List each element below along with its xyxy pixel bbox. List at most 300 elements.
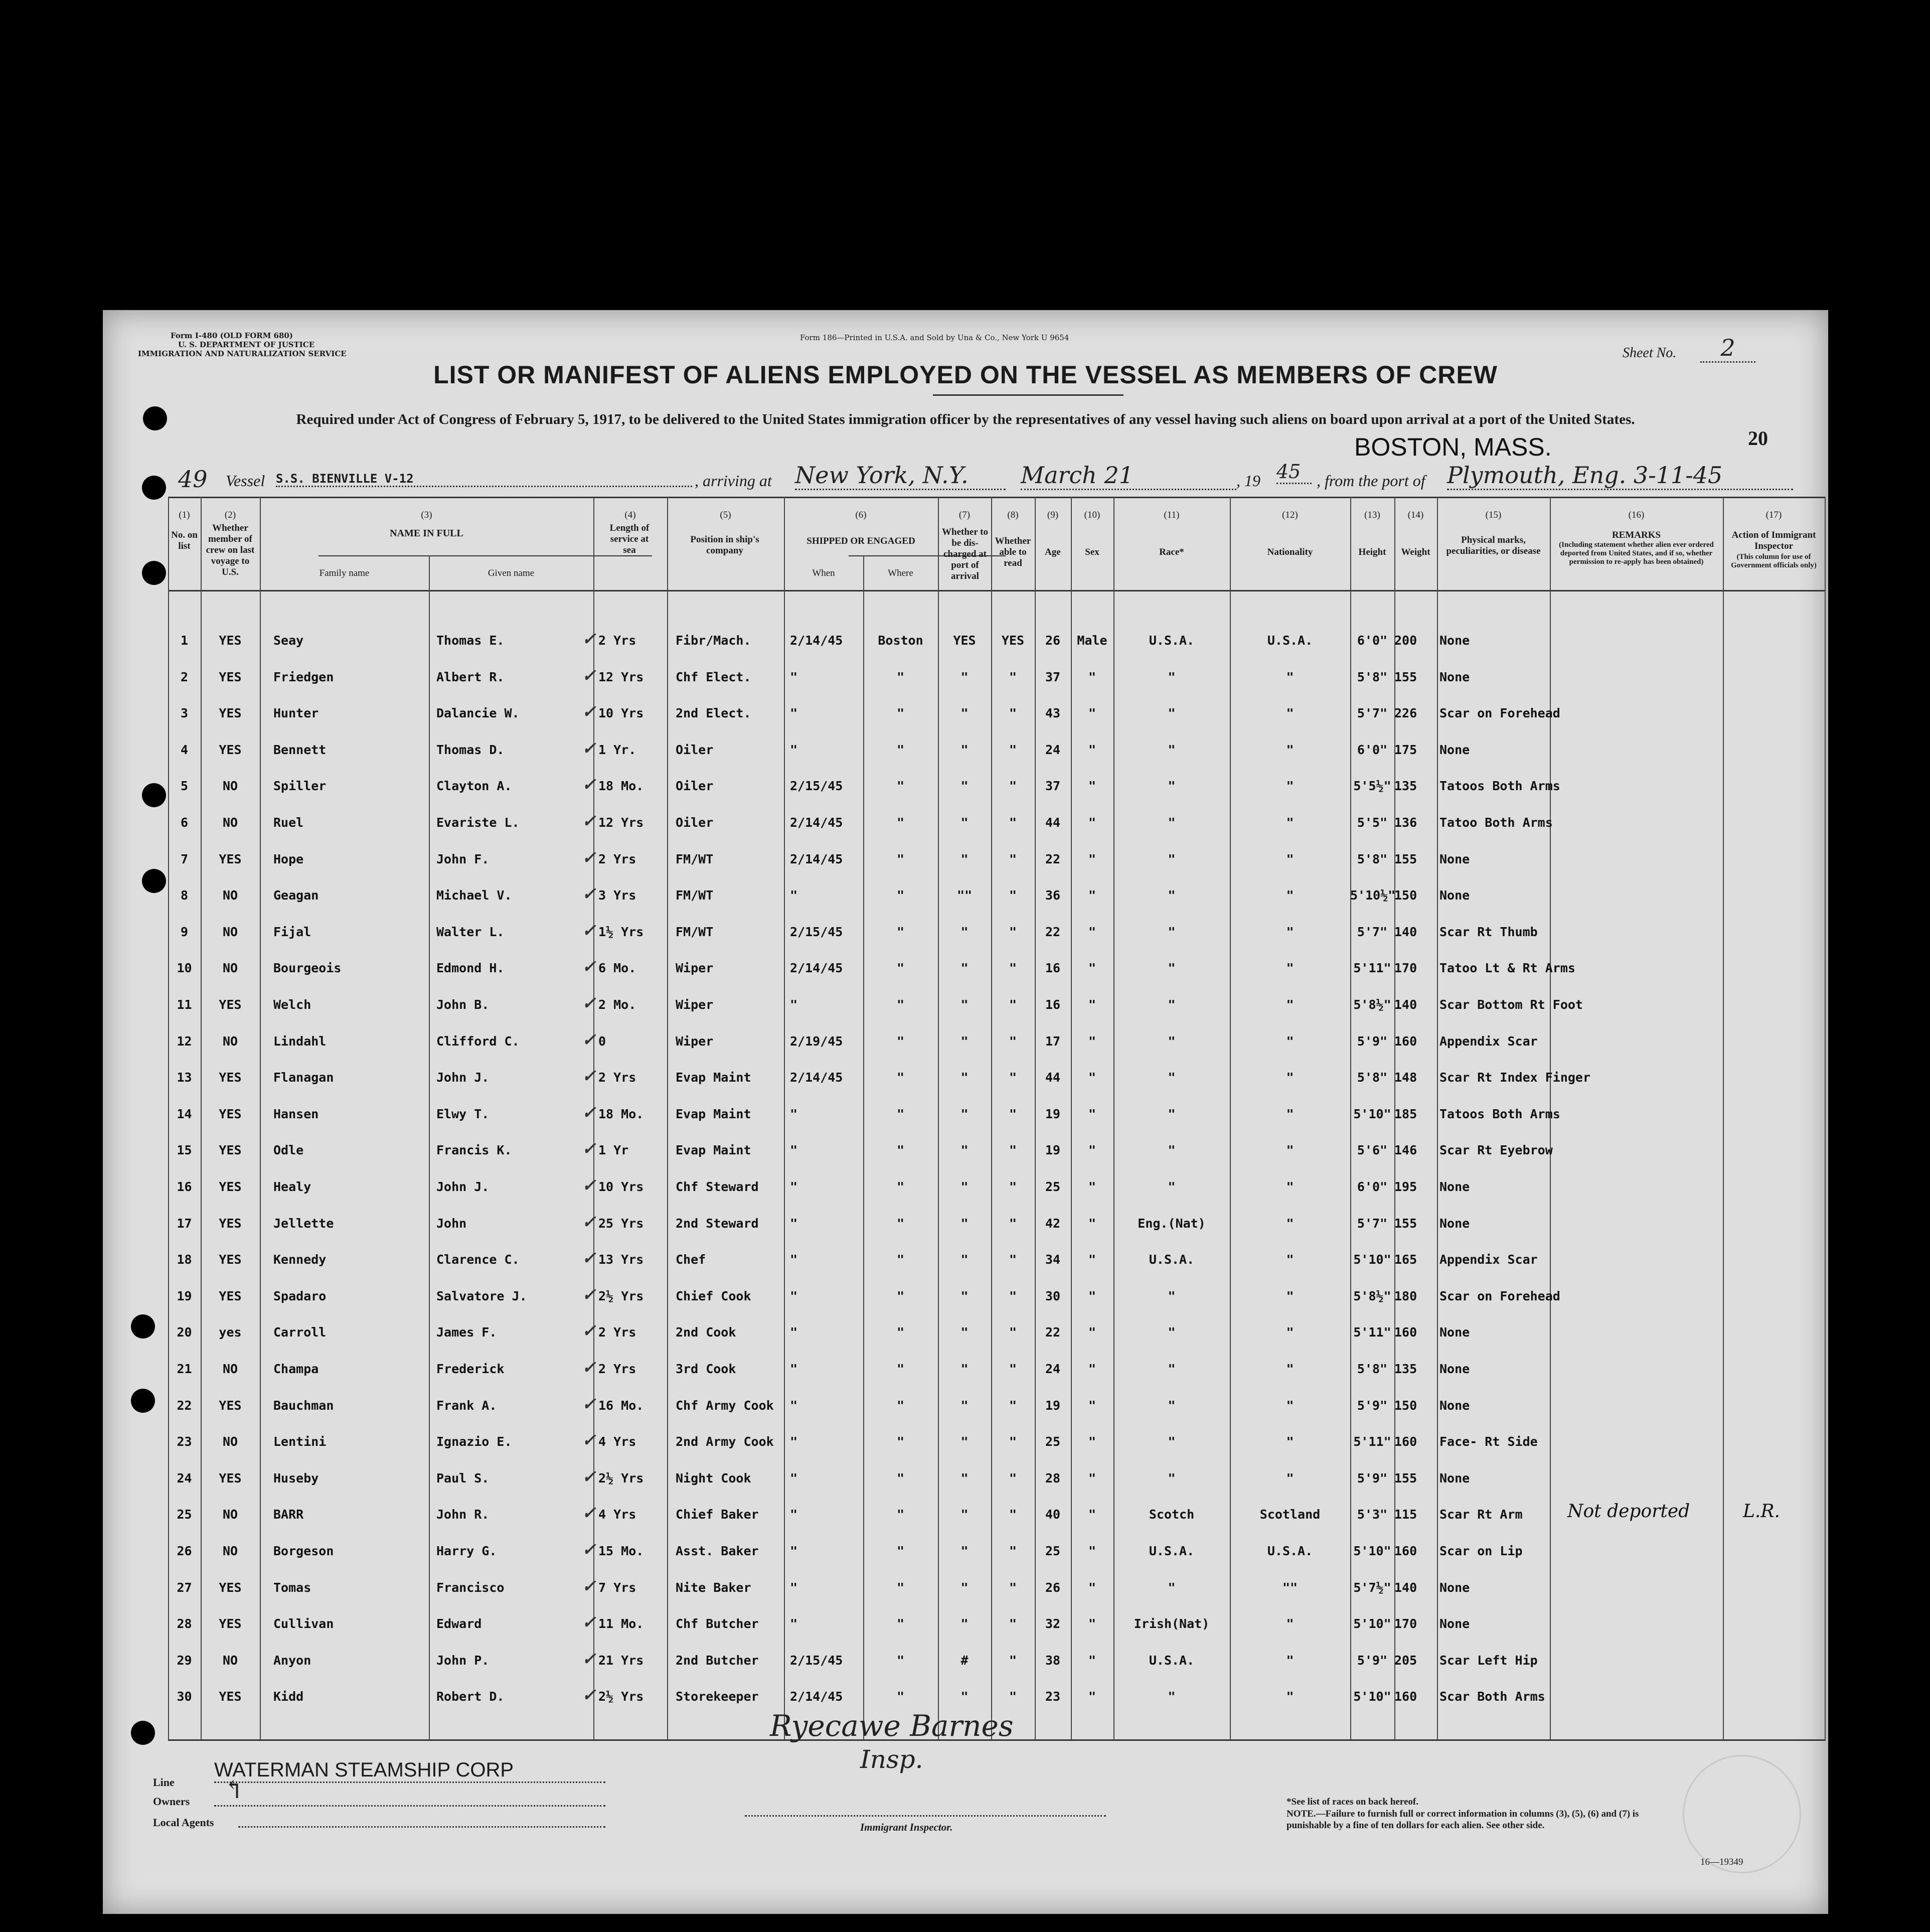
cell-sex: " bbox=[1088, 1580, 1096, 1595]
cell-height: 5'11" bbox=[1353, 1325, 1391, 1340]
cell-marks: Scar on Forehead bbox=[1439, 1288, 1560, 1303]
cell-given: Walter L. bbox=[436, 924, 505, 939]
cell-given: Dalancie W. bbox=[436, 706, 520, 721]
cell-weight: 140 bbox=[1394, 1580, 1417, 1595]
cell-when: " bbox=[790, 1616, 798, 1631]
cell-age: 22 bbox=[1045, 924, 1061, 939]
cell-sex: " bbox=[1088, 1216, 1096, 1231]
cell-no: 27 bbox=[177, 1580, 192, 1595]
cell-when: " bbox=[790, 1470, 798, 1485]
cell-marks: None bbox=[1439, 742, 1470, 757]
cell-sex: " bbox=[1088, 1470, 1096, 1485]
cell-given: Elwy T. bbox=[436, 1106, 490, 1121]
cell-age: 32 bbox=[1045, 1616, 1061, 1631]
form-id-line1: Form I-480 (OLD FORM 680) bbox=[171, 331, 293, 340]
cell-nat: " bbox=[1286, 1252, 1294, 1267]
cell-disch: " bbox=[960, 997, 969, 1012]
cell-race: Irish(Nat) bbox=[1134, 1616, 1210, 1631]
cell-disch: " bbox=[960, 1033, 969, 1049]
check-mark: ✓ bbox=[582, 1430, 596, 1451]
check-mark: ✓ bbox=[582, 1503, 596, 1524]
cell-race: " bbox=[1168, 1179, 1176, 1194]
cell-service: 2 Yrs bbox=[598, 1362, 636, 1376]
column-number: (1) bbox=[179, 510, 190, 520]
check-mark: ✓ bbox=[582, 1212, 596, 1232]
cell-weight: 150 bbox=[1394, 1398, 1417, 1413]
arriving-label: , arriving at bbox=[695, 472, 772, 490]
cell-marks: Tatoo Both Arms bbox=[1439, 815, 1553, 830]
cell-when: " bbox=[790, 1143, 798, 1158]
cell-family: Kennedy bbox=[273, 1252, 327, 1267]
cell-nat: " bbox=[1286, 1689, 1294, 1704]
table-row bbox=[168, 1501, 1826, 1543]
table-row bbox=[168, 1576, 1826, 1616]
required-statement: Required under Act of Congress of February 5, 1917, to be delivered to the United States immigration officer by the representatives of any vessel having such aliens on board upon arrival at a port of the United States. bbox=[296, 411, 1635, 427]
cell-given: John bbox=[436, 1216, 467, 1231]
cell-weight: 170 bbox=[1394, 1616, 1417, 1631]
cell-sex: " bbox=[1088, 1507, 1096, 1522]
cell-where: " bbox=[896, 961, 905, 976]
cell-age: 25 bbox=[1045, 1434, 1061, 1449]
table-row bbox=[168, 1540, 1826, 1580]
table-row bbox=[168, 629, 1826, 669]
cell-service: 15 Mo. bbox=[598, 1544, 644, 1558]
sheet-number: 2 bbox=[1700, 334, 1755, 363]
cell-race: " bbox=[1168, 1033, 1176, 1049]
cell-service: 0 bbox=[598, 1033, 606, 1049]
penalty-note: NOTE.—Failure to furnish full or correct information in columns (3), (5), (6) and (7) is punishable by a fine of ten dollars for each alien. See other side. bbox=[1286, 1809, 1639, 1831]
cell-family: Bourgeois bbox=[273, 961, 342, 976]
cell-when: " bbox=[790, 1434, 798, 1449]
cell-position: FM/WT bbox=[676, 924, 714, 939]
cell-no: 14 bbox=[177, 1106, 192, 1121]
cell-service: 1½ Yrs bbox=[598, 924, 644, 939]
cell-marks: Appendix Scar bbox=[1439, 1033, 1538, 1049]
cell-position: Wiper bbox=[676, 1033, 714, 1049]
cell-weight: 155 bbox=[1394, 851, 1417, 866]
header-when: When bbox=[812, 568, 835, 578]
cell-read: " bbox=[1009, 815, 1017, 830]
cell-service: 2½ Yrs bbox=[598, 1288, 644, 1303]
cell-nat: " bbox=[1286, 815, 1294, 830]
arrival-port: New York, N.Y. bbox=[795, 462, 1006, 490]
cell-family: Spadaro bbox=[273, 1288, 327, 1303]
cell-given: Thomas D. bbox=[436, 742, 505, 757]
cell-nat: " bbox=[1286, 1106, 1294, 1121]
cell-marks: None bbox=[1439, 669, 1470, 684]
cell-position: 2nd Army Cook bbox=[676, 1434, 774, 1449]
cell-given: Clifford C. bbox=[436, 1033, 520, 1049]
cell-marks: None bbox=[1439, 1216, 1470, 1231]
cell-height: 6'0" bbox=[1357, 742, 1388, 757]
cell-height: 5'5" bbox=[1357, 815, 1388, 830]
cell-read: " bbox=[1009, 779, 1017, 794]
cell-service: 7 Yrs bbox=[598, 1580, 636, 1595]
cell-where: " bbox=[896, 1653, 905, 1668]
cell-when: 2/14/45 bbox=[790, 961, 843, 976]
cell-marks: Scar Bottom Rt Foot bbox=[1439, 997, 1583, 1012]
cell-where: " bbox=[896, 1033, 905, 1049]
cell-where: " bbox=[896, 888, 905, 903]
cell-race: " bbox=[1168, 924, 1176, 939]
cell-disch: " bbox=[960, 1216, 969, 1231]
cell-read: " bbox=[1009, 1616, 1017, 1631]
from-label: , from the port of bbox=[1317, 472, 1425, 490]
cell-action: L.R. bbox=[1743, 1501, 1780, 1522]
cell-age: 22 bbox=[1045, 851, 1061, 866]
cell-height: 5'7½" bbox=[1353, 1580, 1391, 1595]
header-age: Age bbox=[1045, 547, 1061, 557]
cell-age: 43 bbox=[1045, 706, 1061, 721]
cell-age: 28 bbox=[1045, 1470, 1061, 1485]
cell-crew: YES bbox=[219, 1179, 242, 1194]
cell-nat: " bbox=[1286, 1616, 1294, 1631]
page-number: 20 bbox=[1748, 427, 1768, 450]
cell-no: 26 bbox=[177, 1544, 192, 1558]
column-number: (8) bbox=[1007, 510, 1019, 520]
cell-no: 8 bbox=[180, 888, 189, 903]
cell-family: Anyon bbox=[273, 1653, 311, 1668]
cell-position: Wiper bbox=[676, 961, 714, 976]
cell-disch: "" bbox=[956, 888, 973, 903]
cell-given: Frederick bbox=[436, 1362, 505, 1376]
cell-service: 16 Mo. bbox=[598, 1398, 644, 1413]
cell-when: " bbox=[790, 706, 798, 721]
check-mark: ✓ bbox=[582, 1175, 596, 1196]
cell-when: 2/14/45 bbox=[790, 851, 843, 866]
column-number: (4) bbox=[624, 510, 636, 520]
check-mark: ✓ bbox=[582, 957, 596, 977]
cell-marks: Scar Left Hip bbox=[1439, 1653, 1538, 1668]
cell-no: 11 bbox=[177, 997, 192, 1012]
cell-race: U.S.A. bbox=[1149, 633, 1195, 648]
cell-race: " bbox=[1168, 1288, 1176, 1303]
cell-weight: 155 bbox=[1394, 1216, 1417, 1231]
cell-where: " bbox=[896, 924, 905, 939]
cell-disch: " bbox=[960, 1288, 969, 1303]
cell-nat: " bbox=[1286, 669, 1294, 684]
cell-read: " bbox=[1009, 1179, 1017, 1194]
cell-given: Francisco bbox=[436, 1580, 505, 1595]
cell-service: 2 Yrs bbox=[598, 1325, 636, 1340]
cell-where: " bbox=[896, 1398, 905, 1413]
cell-position: Asst. Baker bbox=[676, 1544, 759, 1558]
cell-sex: " bbox=[1088, 1689, 1096, 1704]
cell-when: 2/14/45 bbox=[790, 815, 843, 830]
cell-read: " bbox=[1009, 888, 1017, 903]
cell-disch: YES bbox=[953, 633, 976, 648]
cell-family: Borgeson bbox=[273, 1544, 334, 1558]
cell-disch: " bbox=[960, 1252, 969, 1267]
cell-where: " bbox=[896, 669, 905, 684]
cell-no: 17 bbox=[177, 1216, 192, 1231]
cell-family: Carroll bbox=[273, 1325, 327, 1340]
cell-crew: NO bbox=[222, 815, 238, 830]
cell-race: " bbox=[1168, 1398, 1176, 1413]
cell-service: 11 Mo. bbox=[598, 1616, 644, 1631]
cell-when: 2/14/45 bbox=[790, 1689, 843, 1704]
line-label: Line bbox=[153, 1776, 175, 1789]
cell-when: 2/14/45 bbox=[790, 1070, 843, 1085]
check-mark: ✓ bbox=[582, 775, 596, 795]
cell-no: 24 bbox=[177, 1470, 192, 1485]
cell-no: 6 bbox=[180, 815, 189, 830]
cell-where: " bbox=[896, 706, 905, 721]
cell-service: 2½ Yrs bbox=[598, 1470, 644, 1485]
departure-port: Plymouth, Eng. 3-11-45 bbox=[1447, 462, 1793, 490]
cell-when: 2/15/45 bbox=[790, 779, 843, 794]
cell-height: 5'8" bbox=[1357, 1070, 1388, 1085]
cell-height: 5'9" bbox=[1357, 1398, 1388, 1413]
cell-sex: " bbox=[1088, 888, 1096, 903]
cell-given: John J. bbox=[436, 1179, 490, 1194]
cell-marks: None bbox=[1439, 1470, 1470, 1485]
cell-position: 2nd Elect. bbox=[676, 706, 751, 721]
cell-sex: " bbox=[1088, 1398, 1096, 1413]
cell-race: " bbox=[1168, 706, 1176, 721]
cell-race: " bbox=[1168, 1689, 1176, 1704]
header-weight: Weight bbox=[1401, 547, 1430, 557]
cell-race: " bbox=[1168, 1470, 1176, 1485]
cell-marks: None bbox=[1439, 888, 1470, 903]
cell-where: " bbox=[896, 1616, 905, 1631]
cell-sex: " bbox=[1088, 1252, 1096, 1267]
cell-nat: " bbox=[1286, 1325, 1294, 1340]
cell-sex: " bbox=[1088, 961, 1096, 976]
cell-sex: " bbox=[1088, 851, 1096, 866]
cell-crew: NO bbox=[222, 1434, 238, 1449]
cell-weight: 148 bbox=[1394, 1070, 1417, 1085]
arrival-year: 45 bbox=[1276, 461, 1312, 484]
cell-height: 6'0" bbox=[1357, 633, 1388, 648]
cell-position: Wiper bbox=[676, 997, 714, 1012]
cell-crew: YES bbox=[219, 1106, 242, 1121]
cell-given: James F. bbox=[436, 1325, 497, 1340]
cell-given: John R. bbox=[436, 1507, 490, 1522]
cell-where: " bbox=[896, 1252, 905, 1267]
column-number: (9) bbox=[1047, 510, 1059, 520]
cell-disch: " bbox=[960, 1398, 969, 1413]
column-number: (12) bbox=[1282, 510, 1298, 520]
cell-age: 23 bbox=[1045, 1689, 1061, 1704]
check-mark: ✓ bbox=[582, 1394, 596, 1414]
cell-no: 5 bbox=[180, 779, 189, 794]
cell-nat: " bbox=[1286, 997, 1294, 1012]
cell-age: 24 bbox=[1045, 1362, 1061, 1376]
cell-given: Robert D. bbox=[436, 1689, 505, 1704]
cell-position: 2nd Butcher bbox=[676, 1653, 759, 1668]
cell-race: " bbox=[1168, 961, 1176, 976]
cell-nat: " bbox=[1286, 1288, 1294, 1303]
cell-weight: 135 bbox=[1394, 1362, 1417, 1376]
year-prefix: , 19 bbox=[1236, 472, 1260, 490]
check-mark: ✓ bbox=[582, 920, 596, 941]
cell-position: Night Cook bbox=[676, 1470, 751, 1485]
cell-when: " bbox=[790, 1179, 798, 1194]
cell-race: " bbox=[1168, 1434, 1176, 1449]
cell-when: " bbox=[790, 997, 798, 1012]
cell-sex: " bbox=[1088, 1143, 1096, 1158]
punch-hole bbox=[131, 1314, 155, 1339]
check-mark: ✓ bbox=[582, 1066, 596, 1087]
cell-read: " bbox=[1009, 924, 1017, 939]
check-mark: ✓ bbox=[582, 1612, 596, 1633]
cell-race: " bbox=[1168, 1580, 1176, 1595]
cell-marks: Scar on Lip bbox=[1439, 1544, 1523, 1558]
cell-crew: yes bbox=[219, 1325, 242, 1340]
check-mark: ✓ bbox=[582, 629, 596, 649]
name-sub-rule bbox=[318, 555, 652, 556]
cell-position: Oiler bbox=[676, 742, 714, 757]
cell-no: 2 bbox=[180, 669, 189, 684]
cell-service: 2½ Yrs bbox=[598, 1689, 644, 1704]
punch-hole bbox=[142, 869, 166, 893]
cell-disch: " bbox=[960, 851, 969, 866]
cell-height: 5'8½" bbox=[1353, 997, 1391, 1012]
cell-where: " bbox=[896, 1325, 905, 1340]
cell-crew: YES bbox=[219, 1580, 242, 1595]
cell-weight: 180 bbox=[1394, 1288, 1417, 1303]
column-number: (5) bbox=[720, 510, 731, 520]
cell-disch: " bbox=[960, 1362, 969, 1376]
cell-no: 23 bbox=[177, 1434, 192, 1449]
cell-age: 44 bbox=[1045, 815, 1061, 830]
punch-hole bbox=[131, 1389, 155, 1413]
cell-family: Spiller bbox=[273, 779, 327, 794]
cell-family: Welch bbox=[273, 997, 311, 1012]
cell-weight: 195 bbox=[1394, 1179, 1417, 1194]
column-number: (11) bbox=[1164, 510, 1180, 520]
header-race: Race* bbox=[1159, 547, 1184, 557]
cell-nat: " bbox=[1286, 742, 1294, 757]
cell-family: Fijal bbox=[273, 924, 311, 939]
cell-disch: " bbox=[960, 669, 969, 684]
cell-disch: " bbox=[960, 1143, 969, 1158]
local-agents-line bbox=[238, 1826, 605, 1828]
cell-position: 2nd Cook bbox=[676, 1325, 736, 1340]
cell-height: 5'7" bbox=[1357, 924, 1388, 939]
header-length-service: Length of service at sea bbox=[609, 523, 650, 555]
cell-when: " bbox=[790, 1288, 798, 1303]
cell-crew: YES bbox=[219, 742, 242, 757]
table-row bbox=[168, 702, 1826, 742]
cell-crew: YES bbox=[219, 1252, 242, 1267]
cell-disch: # bbox=[960, 1653, 969, 1668]
cell-read: " bbox=[1009, 1143, 1017, 1158]
cell-where: " bbox=[896, 1544, 905, 1558]
cell-marks: Scar Rt Eyebrow bbox=[1439, 1143, 1553, 1158]
column-number: (2) bbox=[224, 510, 236, 520]
cell-marks: None bbox=[1439, 1362, 1470, 1376]
table-row bbox=[168, 775, 1826, 815]
cell-read: " bbox=[1009, 1470, 1017, 1485]
title-underline bbox=[933, 394, 1123, 396]
cell-read: " bbox=[1009, 1398, 1017, 1413]
handwritten-mark: 49 bbox=[178, 466, 208, 493]
inspector-signature-line bbox=[745, 1815, 1106, 1817]
punch-hole bbox=[131, 1721, 155, 1745]
cell-height: 5'8" bbox=[1357, 669, 1388, 684]
cell-disch: " bbox=[960, 1544, 969, 1558]
cell-given: John F. bbox=[436, 851, 490, 866]
cell-race: " bbox=[1168, 1325, 1176, 1340]
cell-read: " bbox=[1009, 1288, 1017, 1303]
cell-marks: None bbox=[1439, 1325, 1470, 1340]
cell-where: " bbox=[896, 815, 905, 830]
cell-height: 5'5½" bbox=[1353, 779, 1391, 794]
cell-race: U.S.A. bbox=[1149, 1653, 1195, 1668]
cell-where: " bbox=[896, 742, 905, 757]
local-agents-label: Local Agents bbox=[153, 1816, 214, 1829]
cell-marks: Scar Rt Thumb bbox=[1439, 924, 1538, 939]
cell-when: " bbox=[790, 888, 798, 903]
cell-marks: Scar Rt Index Finger bbox=[1439, 1070, 1591, 1085]
column-number: (7) bbox=[958, 510, 971, 520]
cell-nat: "" bbox=[1282, 1580, 1298, 1595]
cell-height: 5'9" bbox=[1357, 1033, 1388, 1049]
cell-no: 20 bbox=[177, 1325, 192, 1340]
cell-family: Ruel bbox=[273, 815, 304, 830]
cell-given: Harry G. bbox=[436, 1544, 497, 1558]
cell-read: " bbox=[1009, 1580, 1017, 1595]
cell-sex: " bbox=[1088, 997, 1096, 1012]
cell-no: 15 bbox=[177, 1143, 192, 1158]
cell-where: " bbox=[896, 1362, 905, 1376]
cell-age: 25 bbox=[1045, 1179, 1061, 1194]
cell-when: " bbox=[790, 1106, 798, 1121]
cell-given: John B. bbox=[436, 997, 490, 1012]
cell-nat: " bbox=[1286, 1398, 1294, 1413]
cell-read: " bbox=[1009, 1325, 1017, 1340]
cell-family: Kidd bbox=[273, 1689, 304, 1704]
cell-height: 5'10" bbox=[1353, 1106, 1391, 1121]
embossed-seal bbox=[1683, 1755, 1801, 1873]
table-row bbox=[168, 957, 1826, 997]
cell-position: Oiler bbox=[676, 779, 714, 794]
cell-crew: YES bbox=[219, 1398, 242, 1413]
check-mark: ✓ bbox=[582, 884, 596, 905]
cell-race: " bbox=[1168, 888, 1176, 903]
inspector-signature: Ryecawe Barnes bbox=[770, 1709, 1014, 1743]
cell-marks: Scar Rt Arm bbox=[1439, 1507, 1523, 1522]
cell-marks: Appendix Scar bbox=[1439, 1252, 1538, 1267]
cell-where: Boston bbox=[878, 633, 923, 648]
cell-no: 9 bbox=[180, 924, 189, 939]
punch-hole bbox=[142, 561, 166, 585]
table-row bbox=[168, 1175, 1826, 1216]
owners-arrow-mark: ↰ bbox=[223, 1775, 244, 1804]
column-number: (10) bbox=[1084, 510, 1100, 520]
check-mark: ✓ bbox=[582, 1649, 596, 1669]
cell-age: 44 bbox=[1045, 1070, 1061, 1085]
cell-disch: " bbox=[960, 1179, 969, 1194]
table-row bbox=[168, 1649, 1826, 1689]
cell-sex: " bbox=[1088, 742, 1096, 757]
cell-read: " bbox=[1009, 1033, 1017, 1049]
cell-age: 37 bbox=[1045, 779, 1061, 794]
cell-disch: " bbox=[960, 815, 969, 830]
cell-nat: " bbox=[1286, 888, 1294, 903]
cell-height: 5'11" bbox=[1353, 1434, 1391, 1449]
cell-service: 2 Yrs bbox=[598, 851, 636, 866]
cell-nat: U.S.A. bbox=[1267, 633, 1313, 648]
cell-where: " bbox=[896, 851, 905, 866]
cell-sex: " bbox=[1088, 1106, 1096, 1121]
check-mark: ✓ bbox=[582, 1685, 596, 1706]
cell-position: Oiler bbox=[676, 815, 714, 830]
cell-family: Seay bbox=[273, 633, 304, 648]
table-row bbox=[168, 1321, 1826, 1361]
